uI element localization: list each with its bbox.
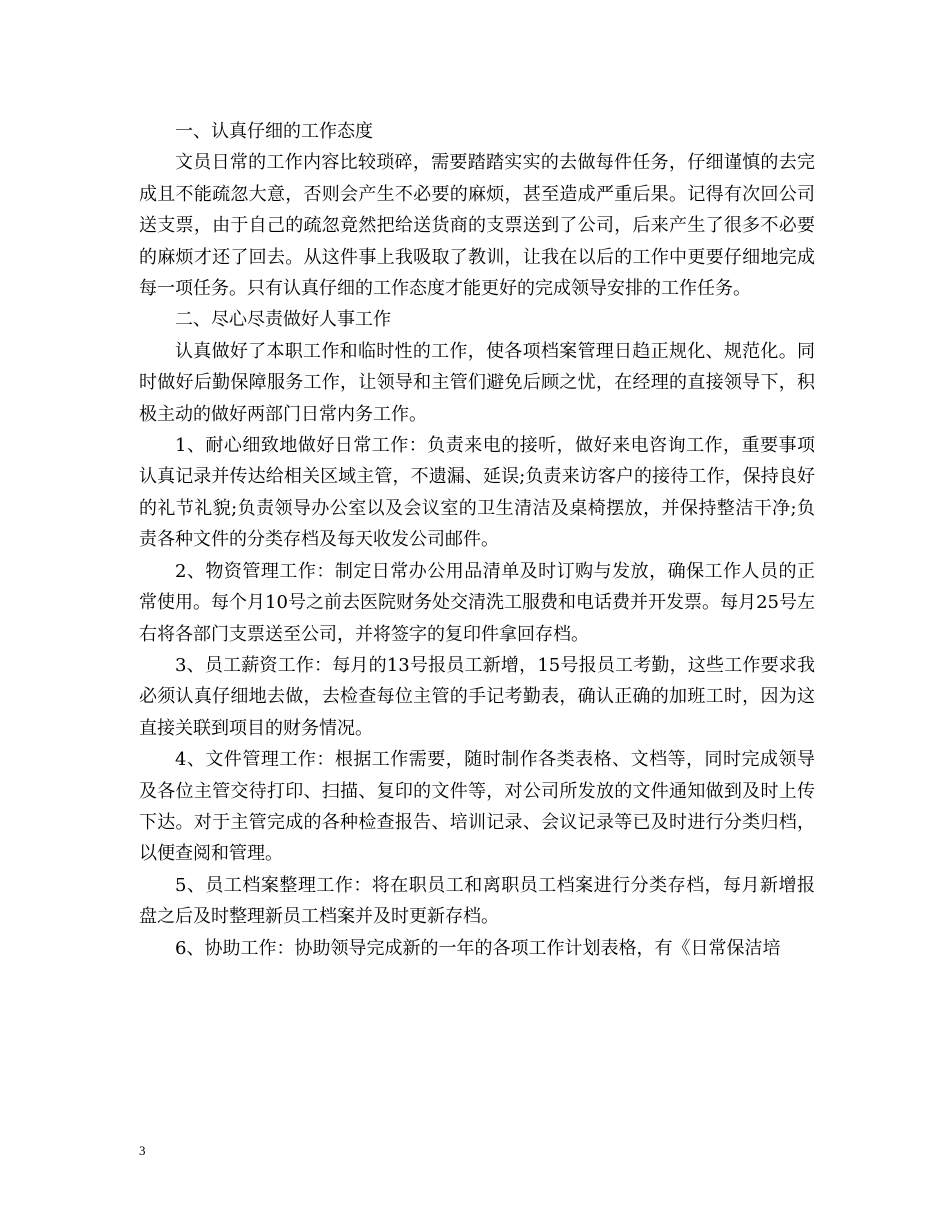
paragraph-materials-management: 2、物资管理工作：制定日常办公用品清单及时订购与发放，确保工作人员的正常使用。每个月10号之前去医院财务处交清洗工服费和电话费并开发票。每月25号左右将各部门支票送至公司，并将签字的复印件拿回存档。 bbox=[139, 560, 815, 645]
paragraph-daily-work: 1、耐心细致地做好日常工作：负责来电的接听，做好来电咨询工作，重要事项认真记录并传达给相关区域主管，不遗漏、延误;负责来访客户的接待工作，保持良好的礼节礼貌;负责领导办公室以及会议室的卫生清洁及桌椅摆放，并保持整洁干净;负责各种文件的分类存档及每天收发公司邮件。 bbox=[139, 435, 815, 551]
page-number: 3 bbox=[139, 1143, 146, 1158]
paragraph-attitude: 文员日常的工作内容比较琐碎，需要踏踏实实的去做每件任务，仔细谨慎的去完成且不能疏忽大意，否则会产生不必要的麻烦，甚至造成严重后果。记得有次回公司送支票，由于自己的疏忽竟然把给送货商的支票送到了公司，后来产生了很多不必要的麻烦才还了回去。从这件事上我吸取了教训，让我在以后的工作中更要仔细地完成每一项任务。只有认真仔细的工作态度才能更好的完成领导安排的工作任务。 bbox=[139, 152, 815, 300]
paragraph-employee-records: 5、员工档案整理工作：将在职员工和离职员工档案进行分类存档，每月新增报盘之后及时整理新员工档案并及时更新存档。 bbox=[139, 874, 815, 928]
document-body bbox=[139, 116, 815, 964]
paragraph-file-management: 4、文件管理工作：根据工作需要，随时制作各类表格、文档等，同时完成领导及各位主管交待打印、扫描、复印的文件等，对公司所发放的文件通知做到及时上传下达。对于主管完成的各种检查报告、培训记录、会议记录等已及时进行分类归档，以便查阅和管理。 bbox=[139, 749, 815, 865]
paragraph-salary-work: 3、员工薪资工作：每月的13号报员工新增，15号报员工考勤，这些工作要求我必须认真仔细地去做，去检查每位主管的手记考勤表，确认正确的加班工时，因为这直接关联到项目的财务情况。 bbox=[139, 654, 815, 739]
section-heading-attitude: 一、认真仔细的工作态度 bbox=[175, 121, 373, 142]
section-heading-personnel: 二、尽心尽责做好人事工作 bbox=[175, 309, 391, 331]
paragraph-personnel-intro: 认真做好了本职工作和临时性的工作，使各项档案管理日趋正规化、规范化。同时做好后勤保障服务工作，让领导和主管们避免后顾之忧，在经理的直接领导下，积极主动的做好两部门日常内务工作。 bbox=[139, 340, 815, 425]
paragraph-assistance-work: 6、协助工作：协助领导完成新的一年的各项工作计划表格，有《日常保洁培 bbox=[175, 937, 781, 959]
